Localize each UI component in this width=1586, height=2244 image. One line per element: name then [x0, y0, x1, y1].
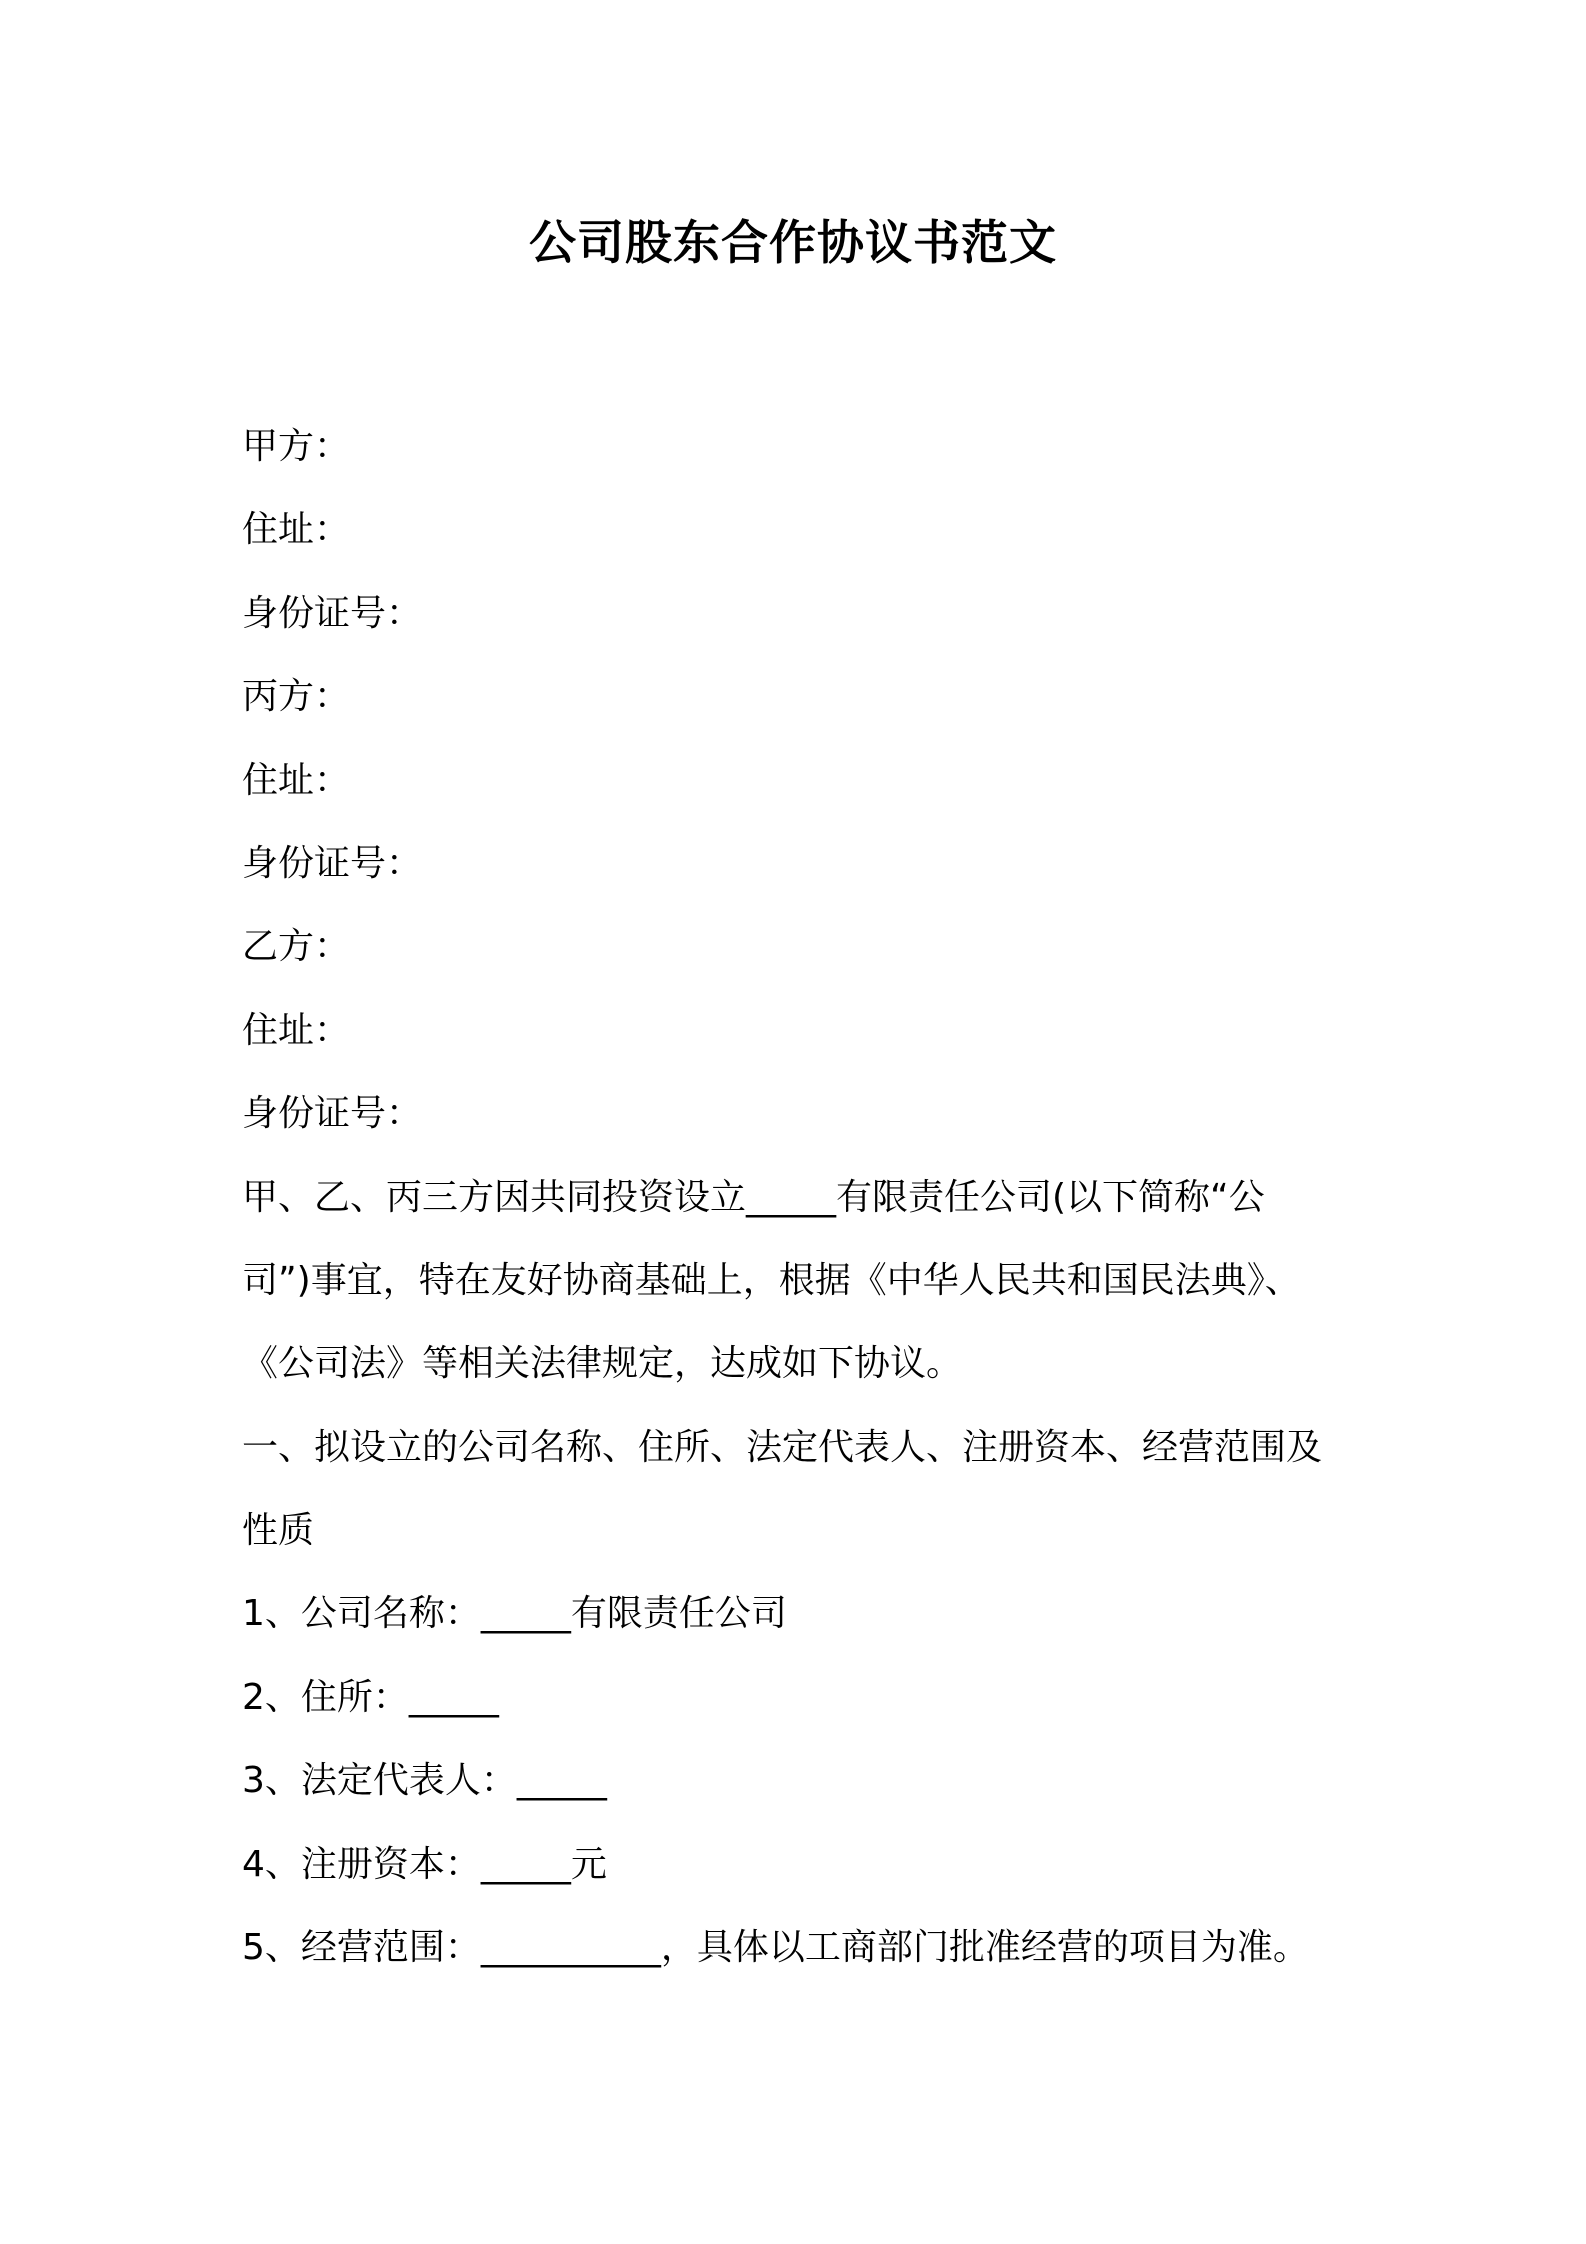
preamble-line-3: 《公司法》等相关法律规定，达成如下协议。 — [242, 1343, 963, 1385]
preamble-line-1: 甲、乙、丙三方因共同投资设立_____有限责任公司(以下简称“公 — [242, 1176, 1265, 1218]
party-c-id-number: 身份证号： — [242, 842, 423, 884]
item-registered-capital: 4、注册资本：_____元 — [242, 1843, 607, 1885]
document-body — [242, 405, 1362, 1989]
party-a-address: 住址： — [242, 509, 351, 551]
item-domicile: 2、住所：_____ — [242, 1676, 499, 1718]
document-title: 公司股东合作协议书范文 — [529, 216, 1057, 271]
preamble-line-2: 司”)事宜，特在友好协商基础上，根据《中华人民共和国民法典》、 — [242, 1259, 1301, 1301]
party-c-label: 丙方： — [242, 676, 351, 718]
item-legal-representative: 3、法定代表人：_____ — [242, 1760, 607, 1802]
item-company-name: 1、公司名称：_____有限责任公司 — [242, 1593, 787, 1635]
party-a-id-number: 身份证号： — [242, 592, 423, 634]
party-b-id-number: 身份证号： — [242, 1093, 423, 1135]
section-1-heading-line-1: 一、拟设立的公司名称、住所、法定代表人、注册资本、经营范围及 — [242, 1426, 1323, 1468]
party-c-address: 住址： — [242, 759, 351, 801]
section-1-heading-line-2: 性质 — [242, 1510, 315, 1552]
item-business-scope: 5、经营范围：__________，具体以工商部门批准经营的项目为准。 — [242, 1927, 1309, 1969]
party-b-address: 住址： — [242, 1009, 351, 1051]
party-b-label: 乙方： — [242, 926, 351, 968]
party-a-label: 甲方： — [242, 426, 351, 467]
